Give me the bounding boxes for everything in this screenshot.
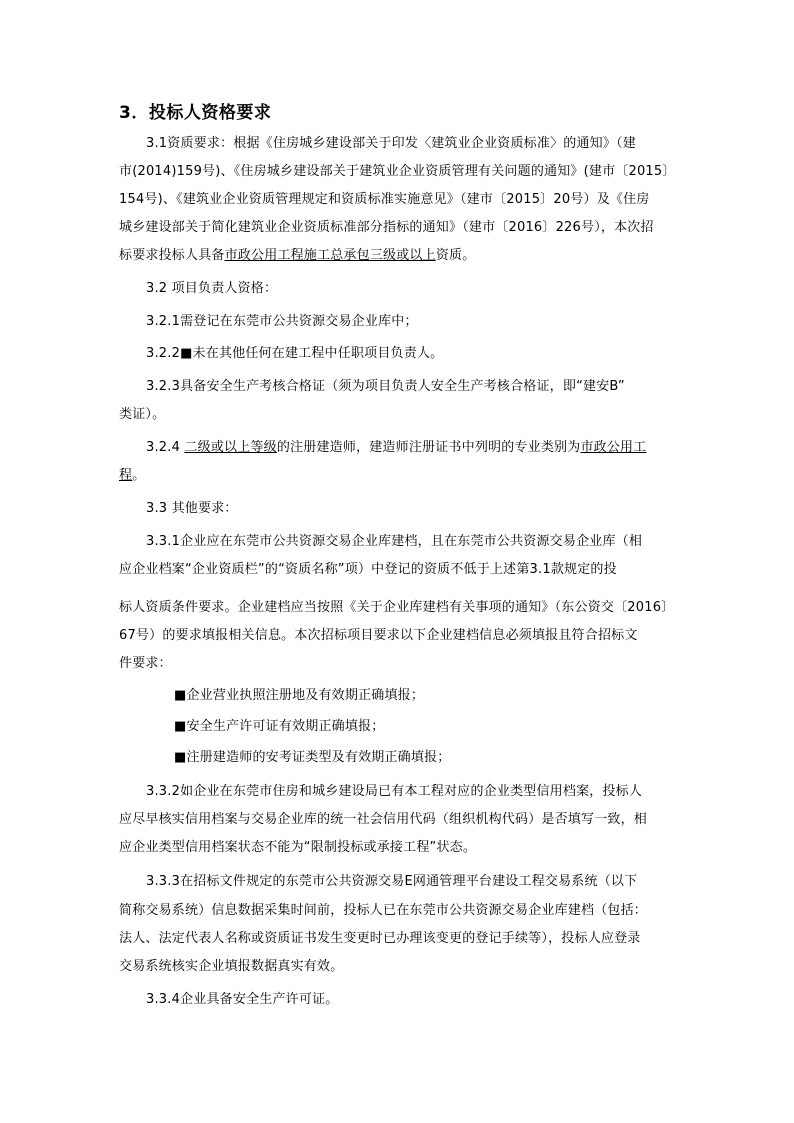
text-line: 67号）的要求填报相关信息。本次招标项目要求以下企业建档信息必须填报且符合招标文 <box>119 628 638 643</box>
list-item: ■注册建造师的安考证类型及有效期正确填报； <box>174 750 451 765</box>
text-span: 的注册建造师，建造师注册证书中列明的专业类别为 <box>276 440 581 455</box>
text-line: 3.2.3具备安全生产考核合格证（须为项目负责人安全生产考核合格证，即“建安B” <box>146 379 625 394</box>
text-span: 3.2.4 <box>146 440 185 455</box>
paragraph-3-3: 3.3 其他要求： <box>146 501 238 516</box>
text-line <box>119 468 145 484</box>
text-line: 简称交易系统）信息数据采集时间前，投标人已在东莞市公共资源交易企业库建档（包括： <box>119 903 648 918</box>
text-span: 。 <box>132 468 146 483</box>
text-line: 应企业类型信用档案状态不能为“限制投标或承接工程”状态。 <box>119 840 477 855</box>
text-line: 法人、法定代表人名称或资质证书发生变更时已办理该变更的登记手续等），投标人应登录 <box>119 931 641 946</box>
text-line: 城乡建设部关于简化建筑业企业资质标准部分指标的通知》（建市〔2016〕226号），本次招 <box>119 220 654 235</box>
text-line <box>119 248 475 264</box>
text-line <box>146 440 646 456</box>
text-span: 资质。 <box>435 248 476 263</box>
paragraph-3-2-2: 3.2.2■未在其他任何在建工程中任职项目负责人。 <box>146 346 444 361</box>
paragraph-3-2: 3.2 项目负责人资格： <box>146 281 278 296</box>
underlined-specialty: 市政公用工 <box>580 440 647 455</box>
list-item: ■安全生产许可证有效期正确填报； <box>174 719 385 734</box>
text-line: 3.3.1企业应在东莞市公共资源交易企业库建档，且在东莞市公共资源交易企业库（相 <box>146 534 643 549</box>
paragraph-3-2-1: 3.2.1需登记在东莞市公共资源交易企业库中； <box>146 314 418 329</box>
text-line: 3.3.3在招标文件规定的东莞市公共资源交易E网通管理平台建设工程交易系统（以下 <box>146 874 638 889</box>
text-span: 标要求投标人具备 <box>119 248 225 263</box>
text-line: 标人资质条件要求。企业建档应当按照《关于企业库建档有关事项的通知》（东公资交〔2016〕 <box>119 600 675 615</box>
text-line: 市(2014)159号)、《住房城乡建设部关于建筑业企业资质管理有关问题的通知》(建市〔2015〕 <box>119 164 676 179</box>
list-item: ■企业营业执照注册地及有效期正确填报； <box>174 688 425 703</box>
underlined-qualification: 市政公用工程施工总承包三级或以上 <box>224 248 436 263</box>
section-heading: 3．投标人资格要求 <box>119 103 272 123</box>
text-line: 3.1资质要求：根据《住房城乡建设部关于印发〈建筑业企业资质标准〉的通知》（建 <box>146 136 636 151</box>
text-line: 应企业档案“企业资质栏”的“资质名称”项）中登记的资质不低于上述第3.1款规定的投 <box>119 562 617 577</box>
text-line: 类证）。 <box>119 407 166 422</box>
underlined-grade: 二级或以上等级 <box>184 440 277 455</box>
paragraph-3-3-4: 3.3.4企业具备安全生产许可证。 <box>146 992 339 1007</box>
underlined-specialty-end: 程 <box>119 468 133 483</box>
text-line: 交易系统核实企业填报数据真实有效。 <box>119 959 344 974</box>
text-line: 3.3.2如企业在东莞市住房和城乡建设局已有本工程对应的企业类型信用档案，投标人 <box>146 784 643 799</box>
text-line: 154号)、《建筑业企业资质管理规定和资质标准实施意见》（建市〔2015〕20号）及《住房 <box>119 192 650 207</box>
text-line: 应尽早核实信用档案与交易企业库的统一社会信用代码（组织机构代码）是否填写一致，相 <box>119 812 648 827</box>
text-line: 件要求： <box>119 656 172 671</box>
